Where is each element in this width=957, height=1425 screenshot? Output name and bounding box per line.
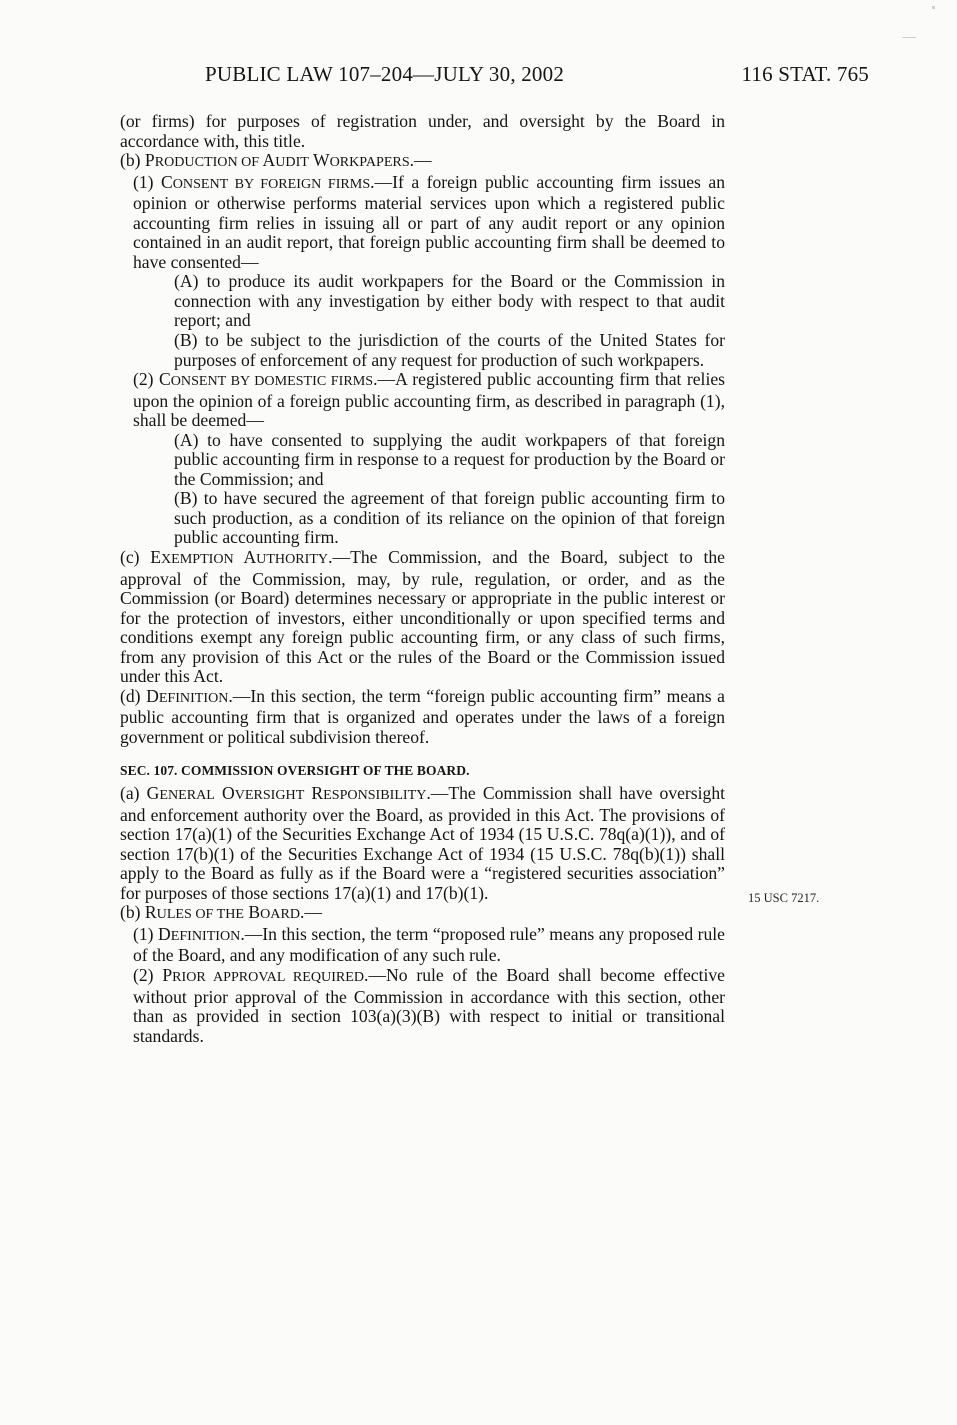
paragraph-b2A: (A) to have consented to supplying the audit workpapers of that foreign public accounting firm in response to a request for production by the Board or the Commission; and (174, 429, 725, 489)
paragraph-b1B: (B) to be subject to the jurisdiction of the courts of the United States for purposes of enforcement of any request for production of such workpapers. (174, 330, 725, 370)
usc-margin-note: 15 USC 7217. (748, 891, 820, 905)
subsection-c: (c) EXEMPTION AUTHORITY.—The Commission, and the Board, subject to the approval of the Commission, may, by rule, regulation, or order, and as the Commission (or Board) determines necessary or appropriate in the public interest or for the protection of investors, either unconditionally or upon specified terms and conditions exempt any foreign public accounting firm, or any class of such firms, from any provision of this Act or the rules of the Board or the Commission issued under this Act. (120, 547, 725, 687)
running-head-title: PUBLIC LAW 107–204—JULY 30, 2002 (205, 62, 565, 86)
section-107-subsection-a: (a) GENERAL OVERSIGHT RESPONSIBILITY.—The Commission shall have oversight and enforcement authority over the Board, as provided in this Act. The provisions of section 17(a)(1) of the Securities Exchange Act of 1934 (15 U.S.C. 78q(a)(1)), and of section 17(b)(1) of the Securities Exchange Act of 1934 (15 U.S.C. 78q(b)(1)) shall apply to the Board as fully as if the Board were a “registered securities association” for purposes of those sections 17(a)(1) and 17(b)(1). (120, 783, 726, 903)
continuation-paragraph: (or firms) for purposes of registration under, and oversight by the Board in accordance with, this title. (120, 111, 725, 151)
statute-text (120, 112, 725, 1046)
section-107-paragraph-b2: (2) PRIOR APPROVAL REQUIRED.—No rule of the Board shall become effective without prior approval of the Commission in accordance with this section, other than as provided in section 103(a)(3)(B) with respect to initial or transitional standards. (133, 964, 725, 1046)
scan-speck (902, 37, 916, 38)
paragraph-b2: (2) CONSENT BY DOMESTIC FIRMS.—A registered public accounting firm that relies upon the opinion of a foreign public accounting firm, as described in paragraph (1), shall be deemed— (133, 369, 725, 431)
section-107-paragraph-b1: (1) DEFINITION.—In this section, the term “proposed rule” means any proposed rule of the Board, and any modification of any such rule. (133, 923, 725, 966)
section-107-subsection-b-heading: (b) RULES OF THE BOARD.— (120, 902, 323, 923)
paragraph-b1A: (A) to produce its audit workpapers for the Board or the Commission in connection with any investigation by either body with respect to that audit report; and (174, 271, 725, 331)
subsection-d: (d) DEFINITION.—In this section, the term “foreign public accounting firm” means a public accounting firm that is organized and operates under the laws of a foreign government or political subdivision thereof. (120, 685, 725, 747)
paragraph-b1: (1) CONSENT BY FOREIGN FIRMS.—If a foreign public accounting firm issues an opinion or otherwise performs material services upon which a registered public accounting firm relies in issuing all or part of any audit report or any opinion contained in an audit report, that foreign public accounting firm shall be deemed to have consented— (133, 171, 725, 272)
paragraph-b2B: (B) to have secured the agreement of that foreign public accounting firm to such production, as a condition of its reliance on the opinion of that foreign public accounting firm. (174, 488, 725, 548)
scan-speck (932, 6, 935, 9)
subsection-b-heading: (b) PRODUCTION OF AUDIT WORKPAPERS.— (120, 150, 432, 171)
page-header (205, 62, 869, 92)
statute-page-number: 116 STAT. 765 (741, 62, 869, 86)
section-107-heading: SEC. 107. COMMISSION OVERSIGHT OF THE BOARD. (120, 762, 470, 778)
